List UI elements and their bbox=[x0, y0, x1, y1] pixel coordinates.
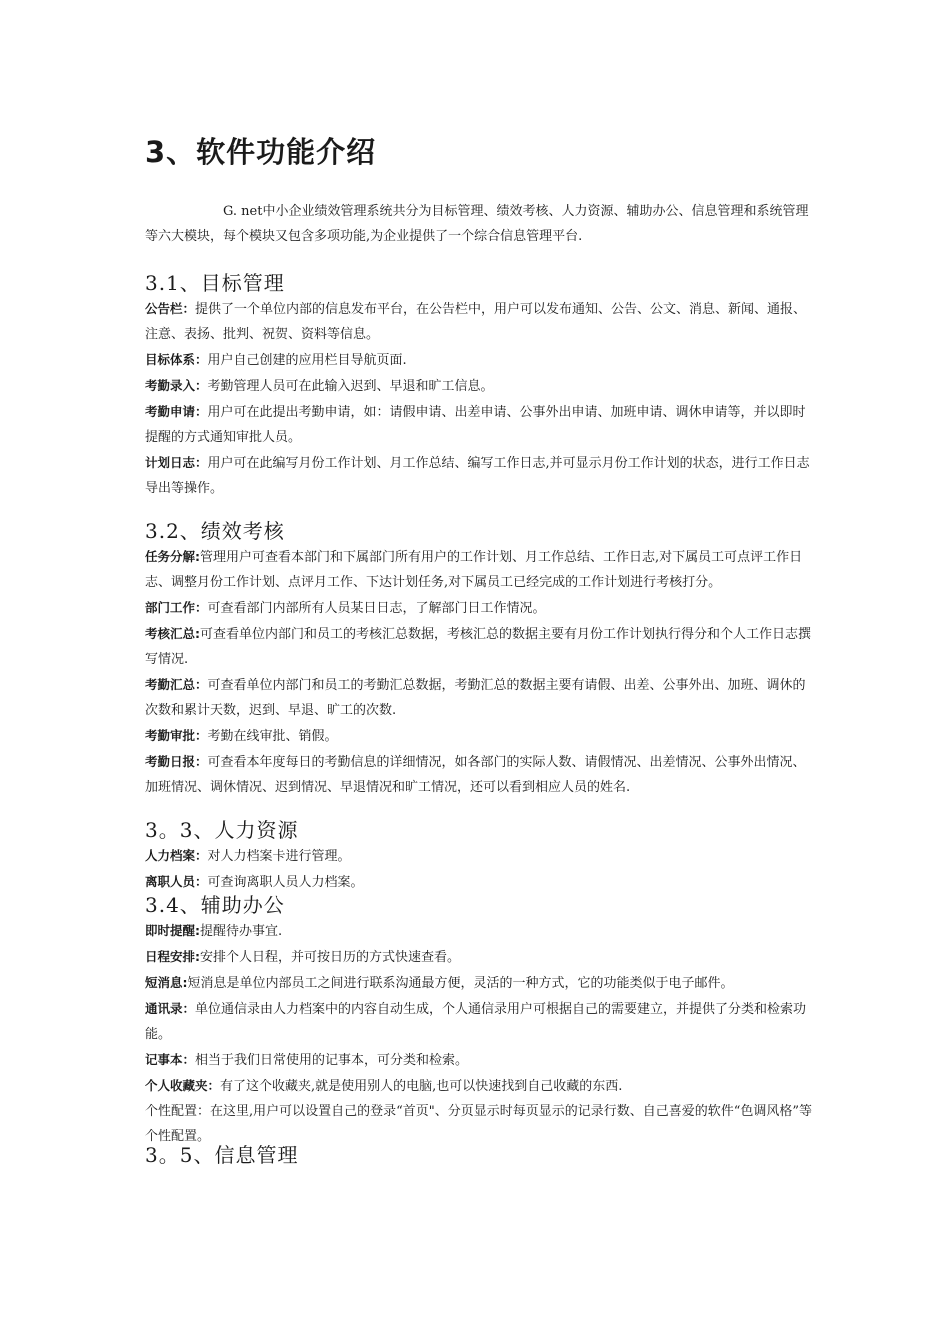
item-desc: 安排个人日程，并可按日历的方式快速查看。 bbox=[200, 950, 461, 965]
section-heading: 3。3、人力资源 bbox=[145, 818, 299, 842]
item-term: 考勤审批： bbox=[145, 728, 208, 743]
section-heading: 3.4、辅助办公 bbox=[145, 893, 285, 917]
item-term: 考勤日报： bbox=[145, 754, 208, 769]
item-term: 人力档案： bbox=[145, 848, 208, 863]
item-desc: 用户可在此提出考勤申请，如：请假申请、出差申请、公事外出申请、加班申请、调休申请等，并以即时提醒的方式通知审批人员。 bbox=[145, 405, 806, 445]
item-term: 目标体系： bbox=[145, 352, 208, 367]
section-heading: 3。5、信息管理 bbox=[145, 1143, 299, 1167]
item-desc: 可查看部门内部所有人员某日日志，了解部门日工作情况。 bbox=[207, 601, 546, 616]
list-item bbox=[145, 544, 815, 595]
list-item bbox=[145, 296, 815, 347]
item-desc: 可查看单位内部门和员工的考勤汇总数据，考勤汇总的数据主要有请假、出差、公事外出、加班、调休的次数和累计天数，迟到、早退、旷工的次数. bbox=[145, 678, 806, 718]
section-human-resources bbox=[145, 817, 815, 895]
section-heading: 3.2、绩效考核 bbox=[145, 519, 285, 543]
item-desc: 提醒待办事宜. bbox=[200, 924, 283, 939]
list-item bbox=[145, 450, 815, 501]
item-desc: 有了这个收藏夹,就是使用别人的电脑,也可以快速找到自己收藏的东西. bbox=[220, 1079, 623, 1094]
list-item bbox=[145, 595, 815, 621]
item-desc: 可查看单位内部门和员工的考核汇总数据，考核汇总的数据主要有月份工作计划执行得分和个人工作日志撰写情况. bbox=[145, 627, 812, 667]
list-item bbox=[145, 347, 815, 373]
section-office-assistance bbox=[145, 892, 815, 1149]
list-item bbox=[145, 996, 815, 1047]
item-desc: 个性配置：在这里,用户可以设置自己的登录“首页"、分页显示时每页显示的记录行数、自己喜爱的软件“色调风格”等个性配置。 bbox=[145, 1104, 813, 1144]
list-item bbox=[145, 1073, 815, 1099]
item-desc: 提供了一个单位内部的信息发布平台，在公告栏中，用户可以发布通知、公告、公文、消息、新闻、通报、注意、表扬、批判、祝贺、资料等信息。 bbox=[145, 302, 807, 342]
item-term: 日程安排: bbox=[145, 949, 200, 964]
item-term: 个人收藏夹： bbox=[145, 1078, 221, 1093]
item-desc: 单位通信录由人力档案中的内容自动生成，个人通信录用户可根据自己的需要建立，并提供了分类和检索功能。 bbox=[145, 1002, 807, 1042]
list-item bbox=[145, 672, 815, 723]
item-desc: 相当于我们日常使用的记事本，可分类和检索。 bbox=[195, 1053, 469, 1068]
item-term: 部门工作： bbox=[145, 600, 208, 615]
item-term: 公告栏： bbox=[145, 301, 196, 316]
item-desc: 管理用户可查看本部门和下属部门所有用户的工作计划、月工作总结、工作日志,对下属员工可点评工作日志、调整月份工作计划、点评月工作、下达计划任务,对下属员工已经完成的工作计划进行考核打分。 bbox=[145, 550, 803, 590]
item-desc: 对人力档案卡进行管理。 bbox=[207, 849, 351, 864]
item-term: 通讯录： bbox=[145, 1001, 196, 1016]
list-item bbox=[145, 944, 815, 970]
item-desc: 考勤管理人员可在此输入迟到、早退和旷工信息。 bbox=[207, 379, 494, 394]
list-item bbox=[145, 723, 815, 749]
item-term: 考勤录入： bbox=[145, 378, 208, 393]
intro-paragraph: G. net中小企业绩效管理系统共分为目标管理、绩效考核、人力资源、辅助办公、信息管理和系统管理等六大模块，每个模块又包含多项功能,为企业提供了一个综合信息管理平台. bbox=[145, 204, 809, 244]
section-heading: 3.1、目标管理 bbox=[145, 271, 285, 295]
item-term: 即时提醒: bbox=[145, 923, 200, 938]
item-desc: 可查看本年度每日的考勤信息的详细情况，如各部门的实际人数、请假情况、出差情况、公事外出情况、加班情况、调休情况、迟到情况、早退情况和旷工情况，还可以看到相应人员的姓名. bbox=[145, 755, 806, 795]
section-goal-management bbox=[145, 270, 815, 501]
item-term: 离职人员： bbox=[145, 874, 208, 889]
page-title: 3、软件功能介绍 bbox=[145, 135, 377, 169]
item-term: 考勤申请： bbox=[145, 404, 208, 419]
list-item bbox=[145, 1047, 815, 1073]
list-item bbox=[145, 843, 815, 869]
list-item bbox=[145, 749, 815, 800]
item-desc: 可查询离职人员人力档案。 bbox=[207, 875, 364, 890]
list-item bbox=[145, 399, 815, 450]
list-item bbox=[145, 918, 815, 944]
item-term: 考勤汇总： bbox=[145, 677, 208, 692]
list-item bbox=[145, 373, 815, 399]
section-information-management bbox=[145, 1142, 815, 1168]
item-desc: 用户可在此编写月份工作计划、月工作总结、编写工作日志,并可显示月份工作计划的状态，进行工作日志导出等操作。 bbox=[145, 456, 810, 496]
item-term: 记事本： bbox=[145, 1052, 196, 1067]
item-term: 短消息: bbox=[145, 975, 188, 990]
item-term: 计划日志： bbox=[145, 455, 208, 470]
section-performance-review bbox=[145, 518, 815, 800]
item-term: 考核汇总: bbox=[145, 626, 200, 641]
item-desc: 短消息是单位内部员工之间进行联系沟通最方便，灵活的一种方式，它的功能类似于电子邮件。 bbox=[187, 976, 734, 991]
list-item bbox=[145, 970, 815, 996]
item-desc: 用户自己创建的应用栏目导航页面. bbox=[207, 353, 407, 368]
list-item bbox=[145, 621, 815, 672]
item-desc: 考勤在线审批、销假。 bbox=[207, 729, 338, 744]
item-term: 任务分解: bbox=[145, 549, 200, 564]
